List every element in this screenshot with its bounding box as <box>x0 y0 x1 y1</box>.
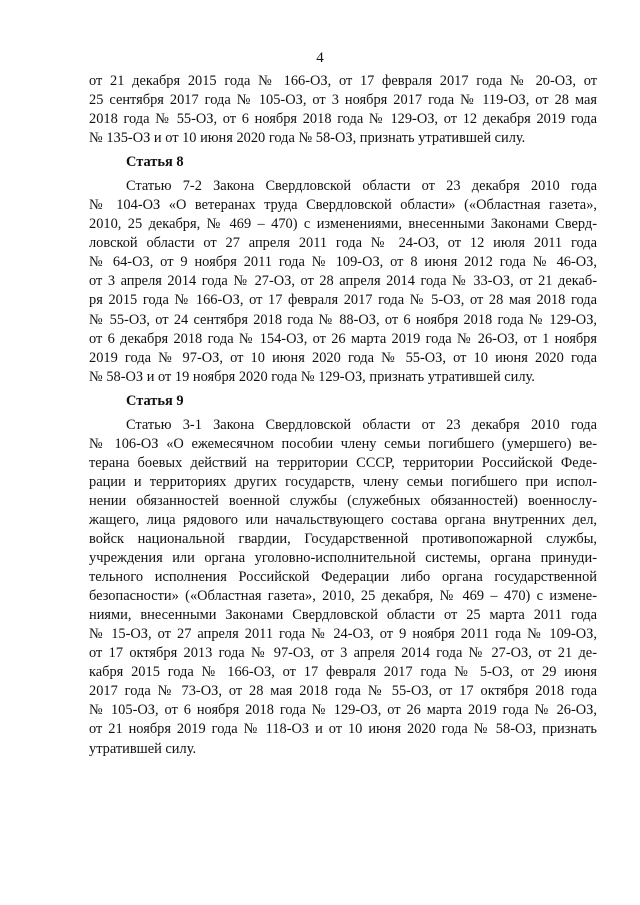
text-line: тельного исполнения Российской Федерации либо органа государственной <box>89 569 597 586</box>
text-line: ря 2015 года № 166-ОЗ, от 17 февраля 2017 года № 5-ОЗ, от 28 мая 2018 года <box>89 292 597 309</box>
text-line: 2019 года № 97-ОЗ, от 10 июня 2020 года № 55-ОЗ, от 10 июня 2020 года <box>89 349 597 366</box>
page-number: 4 <box>316 50 324 66</box>
text-line: № 58-ОЗ и от 19 ноября 2020 года № 129-ОЗ, признать утратившей силу. <box>89 368 535 385</box>
text-line: Статью 7-2 Закона Свердловской области от 23 декабря 2010 года <box>126 178 597 195</box>
text-line: № 15-ОЗ, от 27 апреля 2011 года № 24-ОЗ, от 9 ноября 2011 года № 109-ОЗ, <box>89 626 597 643</box>
text-line: ловской области от 27 апреля 2011 года № 24-ОЗ, от 12 июля 2011 года <box>89 235 597 252</box>
text-line: от 21 ноября 2019 года № 118-ОЗ и от 10 июня 2020 года № 58-ОЗ, признать <box>89 721 597 738</box>
text-line: от 17 октября 2013 года № 97-ОЗ, от 3 апреля 2014 года № 27-ОЗ, от 21 де- <box>89 645 597 662</box>
text-line: от 3 апреля 2014 года № 27-ОЗ, от 28 апреля 2014 года № 33-ОЗ, от 21 декаб- <box>89 273 597 290</box>
text-line: № 105-ОЗ, от 6 ноября 2018 года № 129-ОЗ, от 26 марта 2019 года № 26-ОЗ, <box>89 702 597 719</box>
text-line: рации и территориях других государств, члену семьи погибшего при испол- <box>89 473 597 490</box>
text-line: № 64-ОЗ, от 9 ноября 2011 года № 109-ОЗ, от 8 июня 2012 года № 46-ОЗ, <box>89 254 597 271</box>
paragraph <box>89 177 597 387</box>
text-line: кабря 2015 года № 166-ОЗ, от 17 февраля 2017 года № 5-ОЗ, от 29 июня <box>89 664 597 681</box>
text-line: жащего, лица рядового или начальствующего состава органа внутренних дел, <box>89 511 597 528</box>
text-line: утратившей силу. <box>89 740 197 757</box>
text-line: Статью 3-1 Закона Свердловской области от 23 декабря 2010 года <box>126 416 597 433</box>
text-line: от 6 декабря 2018 года № 154-ОЗ, от 26 марта 2019 года № 26-ОЗ, от 1 ноября <box>89 330 597 347</box>
text-line: нении обязанностей военной службы (служебных обязанностей) военнослу- <box>89 492 597 509</box>
text-line: № 106-ОЗ «О ежемесячном пособии члену семьи погибшего (умершего) ве- <box>89 435 597 452</box>
text-line: 2010, 25 декабря, № 469 – 470) с изменениями, внесенными Законами Сверд- <box>89 216 597 233</box>
text-line: № 135-ОЗ и от 10 июня 2020 года № 58-ОЗ, признать утратившей силу. <box>89 130 526 147</box>
text-line: войск национальной гвардии, Государственной противопожарной службы, <box>89 530 597 547</box>
text-line: учреждения или органа уголовно-исполнительной системы, органа принуди- <box>89 550 597 567</box>
paragraph <box>89 416 597 759</box>
text-line: 2017 года № 73-ОЗ, от 28 мая 2018 года № 55-ОЗ, от 17 октября 2018 года <box>89 683 597 700</box>
text-line: безопасности» («Областная газета», 2010, 25 декабря, № 469 – 470) с измене- <box>89 588 597 605</box>
article-heading: Статья 8 <box>126 154 184 171</box>
document-body <box>89 72 597 759</box>
text-line: № 55-ОЗ, от 24 сентября 2018 года № 88-ОЗ, от 6 ноября 2018 года № 129-ОЗ, <box>89 311 597 328</box>
text-line: 25 сентября 2017 года № 105-ОЗ, от 3 ноября 2017 года № 119-ОЗ, от 28 мая <box>89 92 597 109</box>
article-heading: Статья 9 <box>126 392 184 409</box>
text-line: ниями, внесенными Законами Свердловской области от 25 марта 2011 года <box>89 607 597 624</box>
text-line: № 104-ОЗ «О ветеранах труда Свердловской области» («Областная газета», <box>89 197 597 214</box>
text-line: 2018 года № 55-ОЗ, от 6 ноября 2018 года № 129-ОЗ, от 12 декабря 2019 года <box>89 111 597 128</box>
paragraph <box>89 72 597 148</box>
text-line: от 21 декабря 2015 года № 166-ОЗ, от 17 февраля 2017 года № 20-ОЗ, от <box>89 73 597 89</box>
text-line: терана боевых действий на территории СССР, территории Российской Феде- <box>89 454 597 471</box>
